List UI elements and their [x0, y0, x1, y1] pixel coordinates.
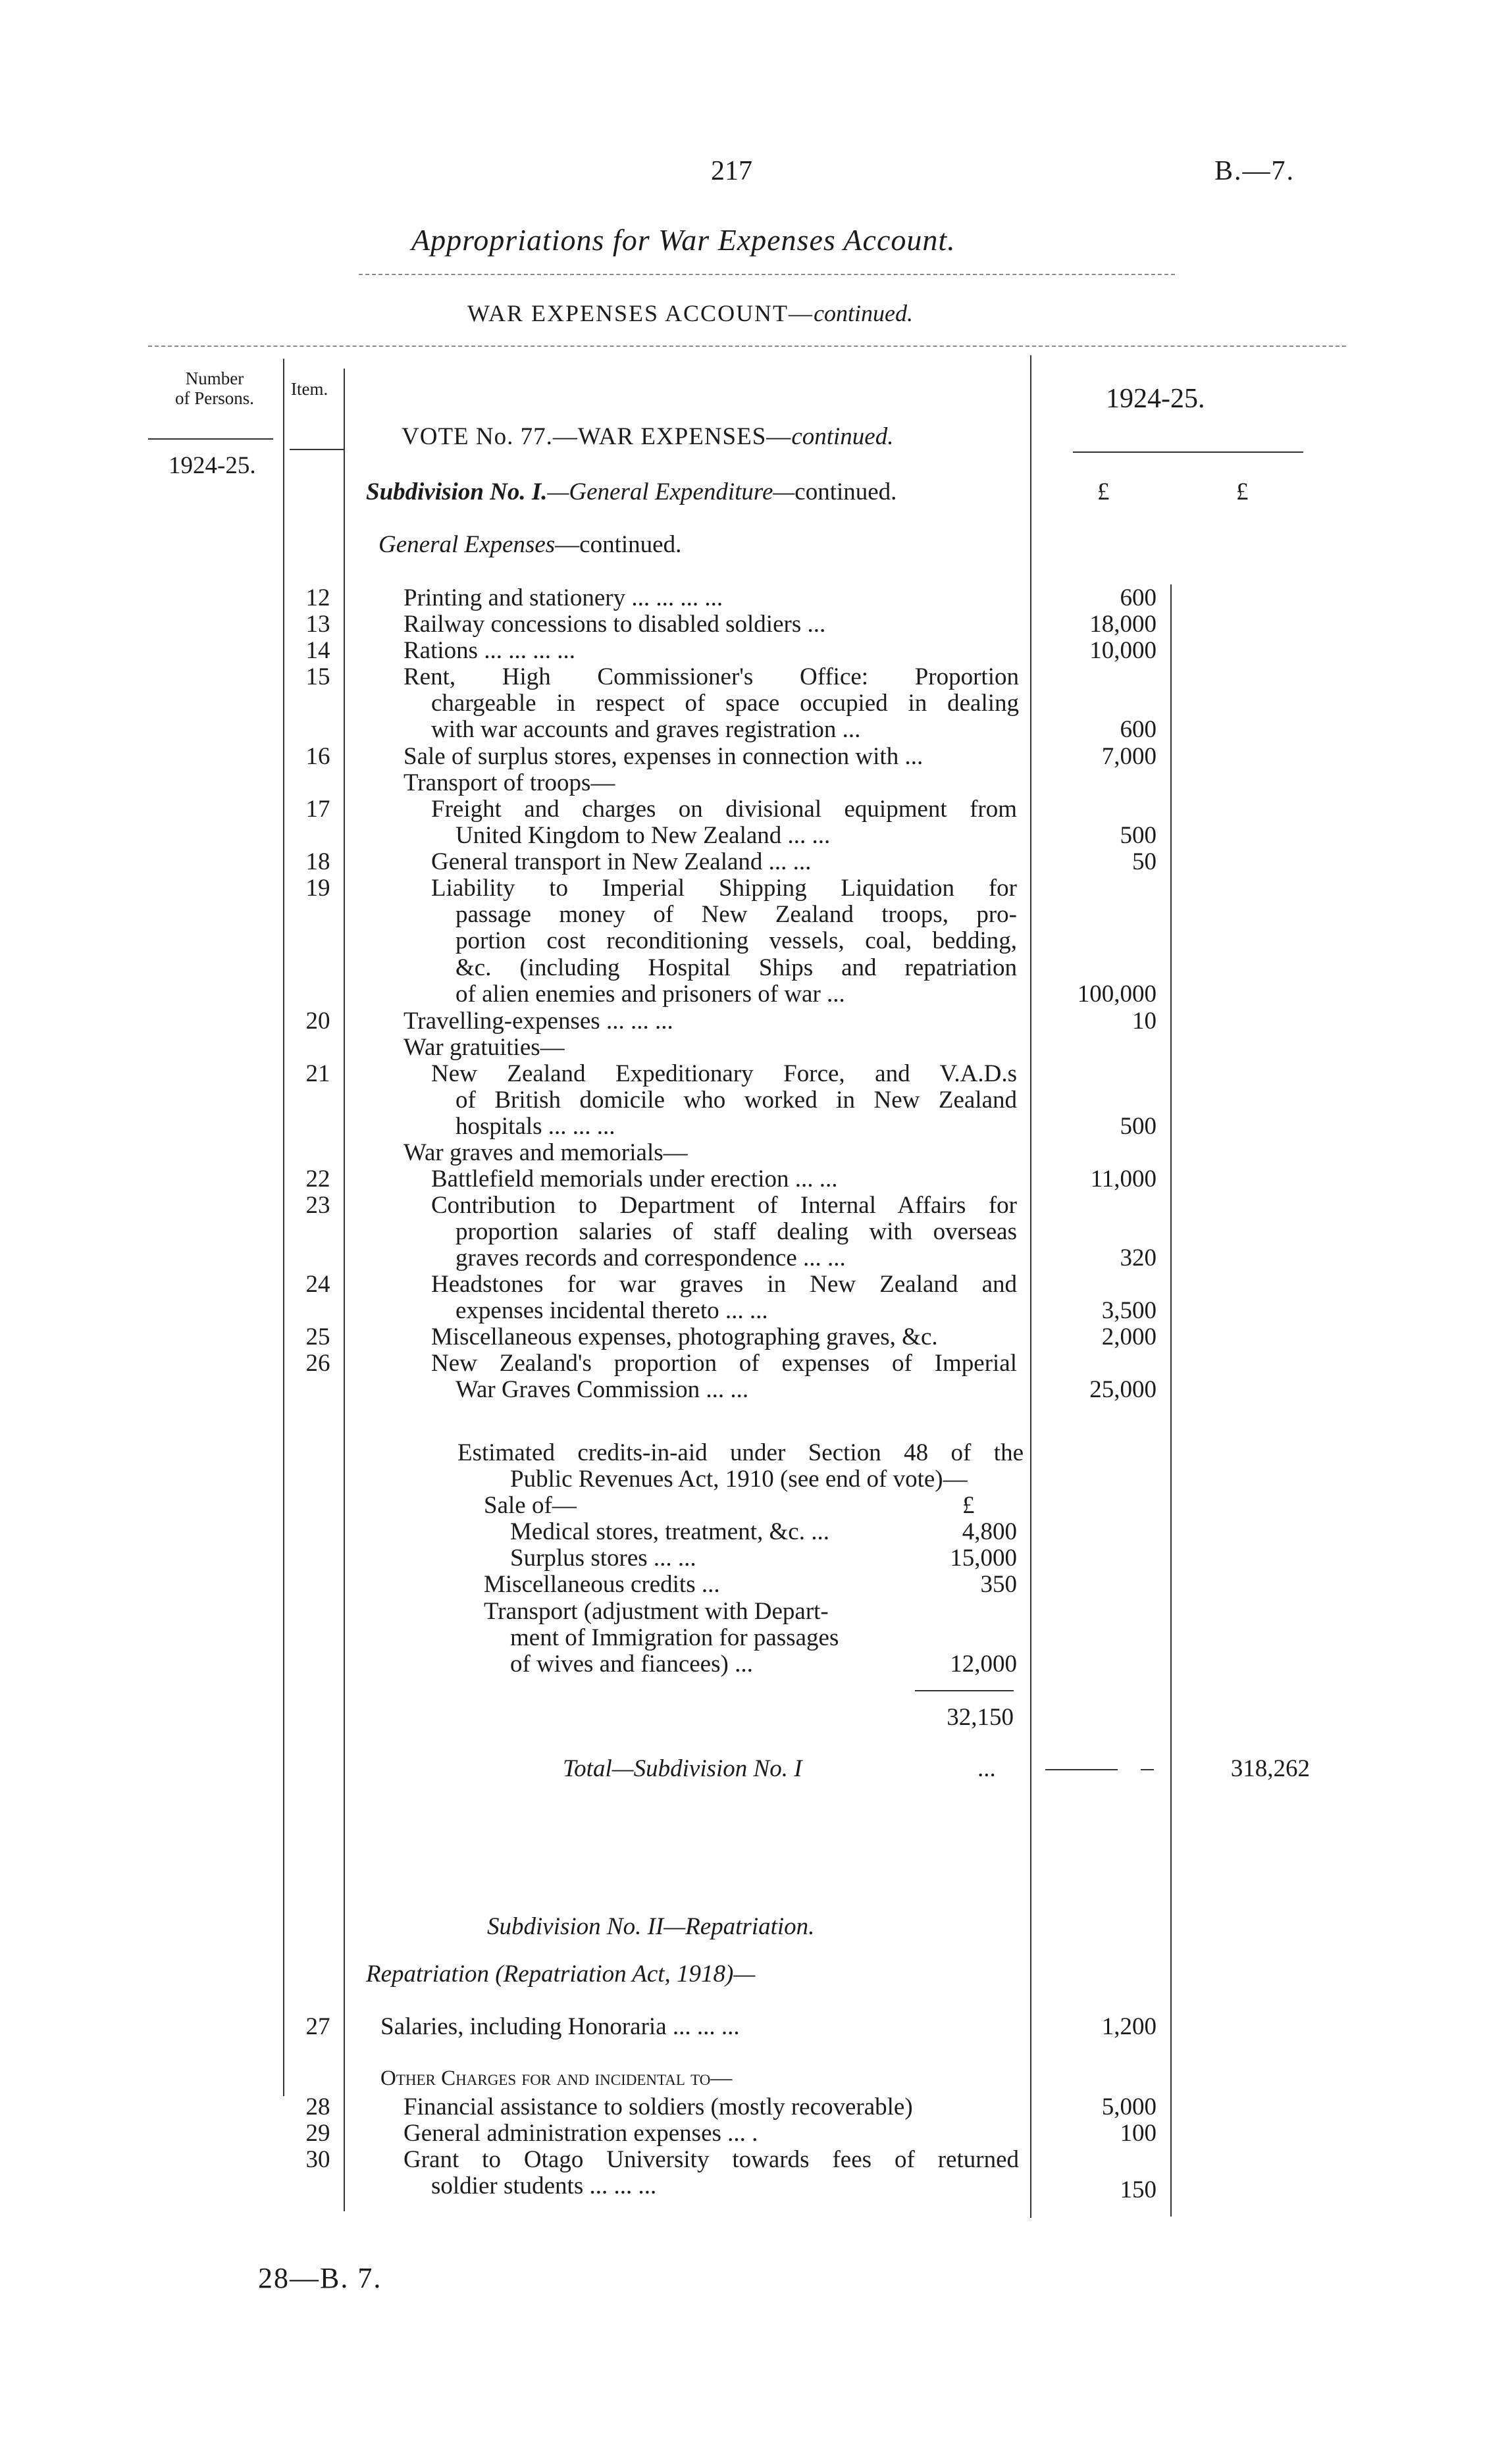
item-description-line: graves records and correspondence ... ... — [455, 1245, 846, 1272]
credits-sale-of: Sale of— — [484, 1492, 577, 1519]
item-description-line: passage money of New Zealand troops, pro- — [455, 901, 1017, 929]
item-number-27: 27 — [305, 2013, 330, 2040]
item-amount: 500 — [1120, 1113, 1157, 1141]
year-header: 1924-25. — [1106, 384, 1205, 414]
item-header-rule — [290, 449, 345, 450]
total-subdivision-1-label: Total—Subdivision No. I — [563, 1755, 802, 1782]
subdivision-1-label: Subdivision No. I. — [366, 478, 548, 505]
persons-column-divider — [283, 359, 284, 2096]
item-description-line: General transport in New Zealand ... ... — [431, 848, 812, 875]
item-description-line: War graves and memorials— — [403, 1139, 688, 1166]
item-number: 14 — [305, 637, 330, 664]
item-amount: 18,000 — [1089, 611, 1157, 638]
amount-subcolumn-divider — [1170, 584, 1172, 2217]
item-header: Item. — [291, 379, 328, 399]
item-description-line: Miscellaneous expenses, photographing graves, &c. — [431, 1323, 938, 1350]
item-description-line: Sale of surplus stores, expenses in connection with ... — [403, 743, 923, 770]
item-amount: 50 — [1132, 848, 1157, 875]
item-amount: 100 — [1120, 2120, 1157, 2147]
item-description-line: Freight and charges on divisional equipment from — [431, 796, 1017, 823]
total-dash-2 — [1141, 1769, 1154, 1770]
total-dash-1 — [1045, 1769, 1118, 1770]
page-number: 217 — [711, 156, 752, 186]
page-title: Appropriations for War Expenses Account. — [411, 223, 956, 257]
item-number: 16 — [305, 743, 330, 770]
item-description-line: soldier students ... ... ... — [431, 2172, 657, 2200]
item-number: 17 — [305, 796, 330, 823]
item-description-line: Financial assistance to soldiers (mostly recoverable) — [403, 2093, 913, 2120]
item-number: 20 — [305, 1008, 330, 1035]
pound-sign-col1: £ — [1097, 478, 1110, 505]
credit-line-label: of wives and fiancees) ... — [510, 1651, 753, 1678]
item-number: 24 — [305, 1271, 330, 1298]
item-description-line: proportion salaries of staff dealing with overseas — [455, 1218, 1017, 1246]
item-amount: 3,500 — [1101, 1297, 1157, 1325]
item-amount: 10 — [1132, 1008, 1157, 1035]
item-amount: 2,000 — [1101, 1323, 1157, 1350]
item-number: 18 — [305, 848, 330, 875]
account-heading — [467, 299, 913, 327]
item-number: 26 — [305, 1350, 330, 1377]
vote-title-continued: continued. — [791, 423, 894, 450]
subdivision-2-title: Subdivision No. II—Repatriation. — [487, 1913, 815, 1940]
item-amount: 10,000 — [1089, 637, 1157, 664]
item-description-line: Travelling-expenses ... ... ... — [403, 1008, 673, 1035]
credits-total-rule — [915, 1690, 1014, 1691]
item-description-line: New Zealand Expeditionary Force, and V.A.D.s — [431, 1060, 1017, 1087]
item-amount: 100,000 — [1077, 980, 1157, 1008]
item-column-divider — [344, 369, 345, 2211]
general-expenses-label: General Expenses — [378, 531, 556, 558]
item-number: 25 — [305, 1323, 330, 1350]
item-description-line: of alien enemies and prisoners of war ... — [455, 980, 845, 1008]
item-description-line: Grant to Otago University towards fees of returned — [403, 2146, 1019, 2173]
credit-line-label: Transport (adjustment with Depart- — [484, 1597, 829, 1625]
item-description-line: of British domicile who worked in New Zealand — [455, 1087, 1017, 1114]
item-description-line: Contribution to Department of Internal Affairs for — [431, 1192, 1017, 1219]
vote-title — [402, 423, 893, 451]
item-description-line: Transport of troops— — [403, 769, 615, 796]
credits-pound-sign: £ — [962, 1492, 975, 1519]
general-expenses-continued: —continued. — [555, 531, 682, 558]
persons-header — [155, 369, 274, 408]
persons-header-line1: Number — [185, 369, 244, 388]
item-description-line: hospitals ... ... ... — [455, 1113, 615, 1141]
account-heading-continued: continued. — [814, 300, 914, 326]
subdivision-1-heading — [366, 478, 897, 506]
item-number: 29 — [305, 2120, 330, 2147]
item-description-line: Rent, High Commissioner's Office: Proportion — [403, 663, 1019, 690]
year-header-rule — [1073, 451, 1303, 453]
item-description-line: Headstones for war graves in New Zealand and — [431, 1271, 1017, 1298]
item-description-line: chargeable in respect of space occupied in dealing — [431, 690, 1019, 717]
pound-sign-col2: £ — [1236, 478, 1249, 505]
item-amount: 5,000 — [1101, 2093, 1157, 2120]
item-description-line: Printing and stationery ... ... ... ... — [403, 584, 723, 611]
title-rule — [359, 274, 1175, 275]
persons-header-rule — [148, 438, 273, 440]
item-description-line: General administration expenses ... . — [403, 2120, 758, 2147]
item-description-line: New Zealand's proportion of expenses of Imperial — [431, 1350, 1017, 1377]
credit-line-label: ment of Immigration for passages — [510, 1624, 839, 1651]
vote-title-text: VOTE No. 77.—WAR EXPENSES— — [402, 423, 792, 450]
item-amount: 320 — [1120, 1245, 1157, 1272]
credit-line-amount: 12,000 — [950, 1651, 1017, 1678]
item-description-line: Liability to Imperial Shipping Liquidation for — [431, 875, 1017, 902]
item-number: 13 — [305, 611, 330, 638]
credits-intro-line2: Public Revenues Act, 1910 (see end of vote)— — [510, 1466, 968, 1493]
total-subdivision-1-dots: ... — [977, 1755, 996, 1782]
salaries-line: Salaries, including Honoraria ... ... ... — [380, 2013, 740, 2040]
item-description-line: United Kingdom to New Zealand ... ... — [455, 822, 831, 850]
item-amount: 600 — [1120, 584, 1157, 611]
item-number: 22 — [305, 1166, 330, 1193]
subdivision-1-name: —General Expenditure— — [547, 478, 795, 505]
repatriation-heading: Repatriation (Repatriation Act, 1918)— — [366, 1961, 756, 1988]
item-number: 28 — [305, 2093, 330, 2120]
persons-header-line2: of Persons. — [175, 388, 254, 408]
item-number: 12 — [305, 584, 330, 611]
document-reference: B.—7. — [1214, 156, 1295, 186]
item-number: 30 — [305, 2146, 330, 2173]
general-expenses-heading — [378, 530, 681, 559]
item-description-line: &c. (including Hospital Ships and repatriation — [455, 954, 1017, 981]
item-number: 15 — [305, 663, 330, 690]
account-heading-text: WAR EXPENSES ACCOUNT— — [467, 300, 814, 326]
item-description-line: expenses incidental thereto ... ... — [455, 1297, 768, 1325]
item-amount: 7,000 — [1101, 743, 1157, 770]
item-amount: 11,000 — [1090, 1166, 1157, 1193]
item-amount: 600 — [1120, 716, 1157, 744]
persons-year: 1924-25. — [169, 452, 256, 479]
total-subdivision-1-amount: 318,262 — [1230, 1755, 1310, 1782]
credit-line-label: Surplus stores ... ... — [510, 1545, 696, 1572]
other-charges-heading: Other Charges for and incidental to— — [380, 2066, 733, 2090]
item-number: 19 — [305, 875, 330, 902]
table-top-rule — [148, 346, 1346, 347]
item-number: 21 — [305, 1060, 330, 1087]
credit-line-amount: 15,000 — [950, 1545, 1017, 1572]
item-amount: 150 — [1120, 2176, 1157, 2204]
item-description-line: portion cost reconditioning vessels, coal, bedding, — [455, 927, 1017, 955]
item-description-line: with war accounts and graves registration ... — [431, 716, 861, 744]
item-description-line: War Graves Commission ... ... — [455, 1376, 749, 1404]
salaries-amount: 1,200 — [1101, 2013, 1157, 2040]
item-amount: 25,000 — [1089, 1376, 1157, 1404]
credit-line-amount: 350 — [980, 1571, 1017, 1599]
item-description-line: Battlefield memorials under erection ... ... — [431, 1166, 838, 1193]
subdivision-1-continued: continued. — [794, 478, 897, 505]
credits-total: 32,150 — [947, 1704, 1014, 1731]
footer-reference: 28—B. 7. — [258, 2262, 382, 2294]
item-description-line: War gratuities— — [403, 1034, 565, 1061]
item-description-line: Rations ... ... ... ... — [403, 637, 576, 664]
item-amount: 500 — [1120, 822, 1157, 850]
credit-line-amount: 4,800 — [962, 1518, 1017, 1545]
item-description-line: Railway concessions to disabled soldiers ... — [403, 611, 826, 638]
credits-intro-line1: Estimated credits-in-aid under Section 48 of the — [457, 1439, 1024, 1466]
credit-line-label: Medical stores, treatment, &c. ... — [510, 1518, 829, 1545]
item-number: 23 — [305, 1192, 330, 1219]
credit-line-label: Miscellaneous credits ... — [484, 1571, 720, 1599]
